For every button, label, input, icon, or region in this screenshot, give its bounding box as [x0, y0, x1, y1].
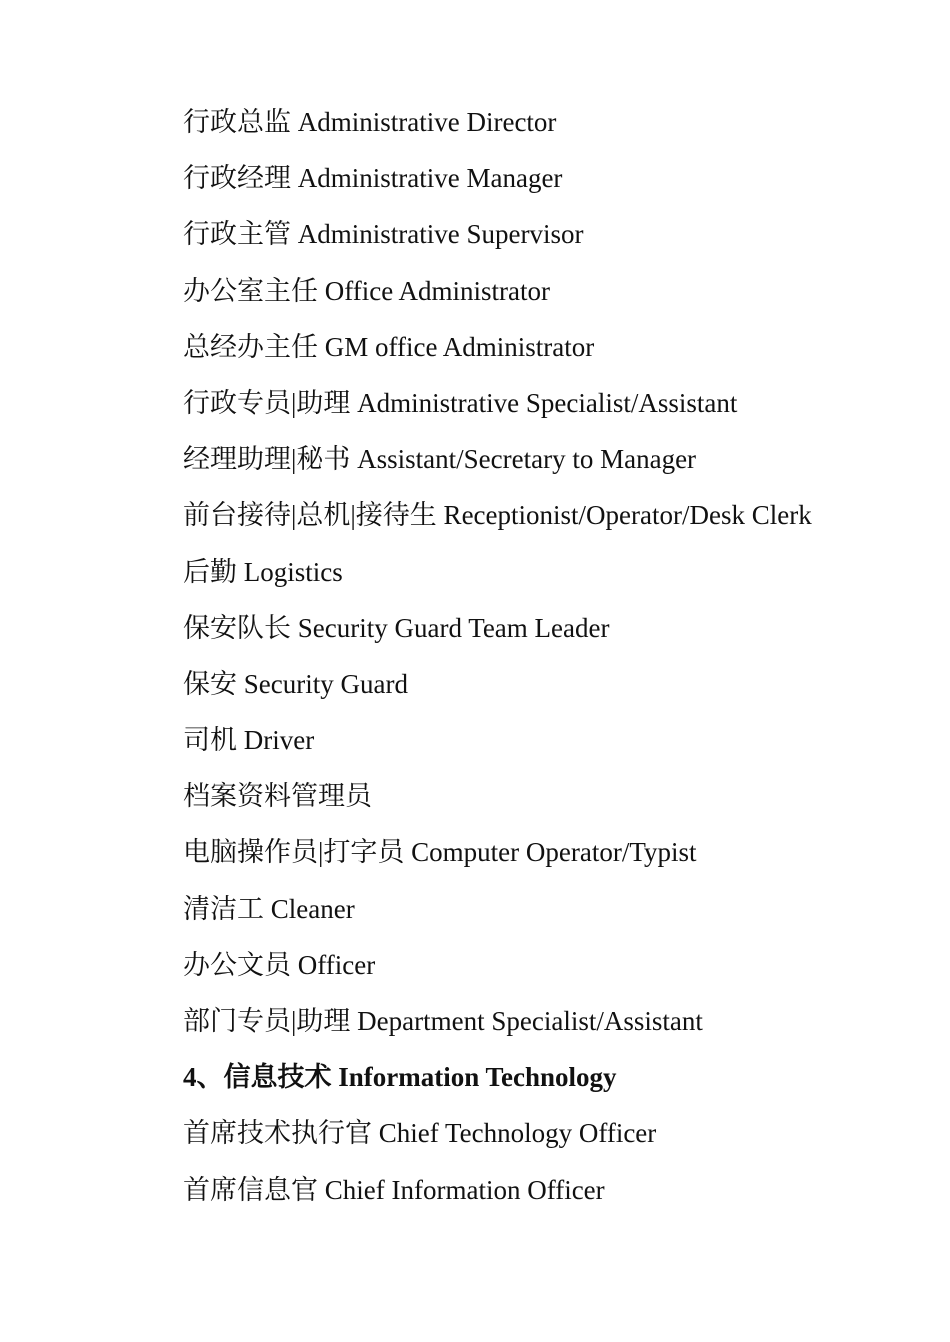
list-item: 保安 Security Guard [183, 668, 408, 699]
list-item: 前台接待|总机|接待生 Receptionist/Operator/Desk Clerk [183, 500, 812, 531]
list-item: 行政总监 Administrative Director [183, 107, 557, 137]
list-item: 办公室主任 Office Administrator [183, 275, 550, 306]
list-item: 部门专员|助理 Department Specialist/Assistant [183, 1006, 703, 1036]
list-item: 清洁工 Cleaner [183, 893, 355, 924]
list-item: 行政主管 Administrative Supervisor [183, 219, 584, 250]
list-item: 首席信息官 Chief Information Officer [183, 1174, 605, 1205]
list-item: 电脑操作员|打字员 Computer Operator/Typist [183, 837, 697, 868]
list-item: 经理助理|秘书 Assistant/Secretary to Manager [183, 444, 697, 475]
list-item: 行政经理 Administrative Manager [183, 163, 563, 194]
list-item: 保安队长 Security Guard Team Leader [183, 612, 610, 643]
section-heading: 4、信息技术 Information Technology [183, 1062, 617, 1093]
list-item: 档案资料管理员 [183, 781, 372, 812]
list-item: 办公文员 Officer [183, 949, 376, 980]
list-item: 行政专员|助理 Administrative Specialist/Assistant [183, 387, 738, 418]
list-item: 首席技术执行官 Chief Technology Officer [183, 1118, 657, 1149]
job-title-list [183, 98, 923, 1222]
list-item: 司机 Driver [183, 725, 315, 756]
list-item: 后勤 Logistics [183, 556, 343, 587]
list-item: 总经办主任 GM office Administrator [183, 331, 595, 362]
